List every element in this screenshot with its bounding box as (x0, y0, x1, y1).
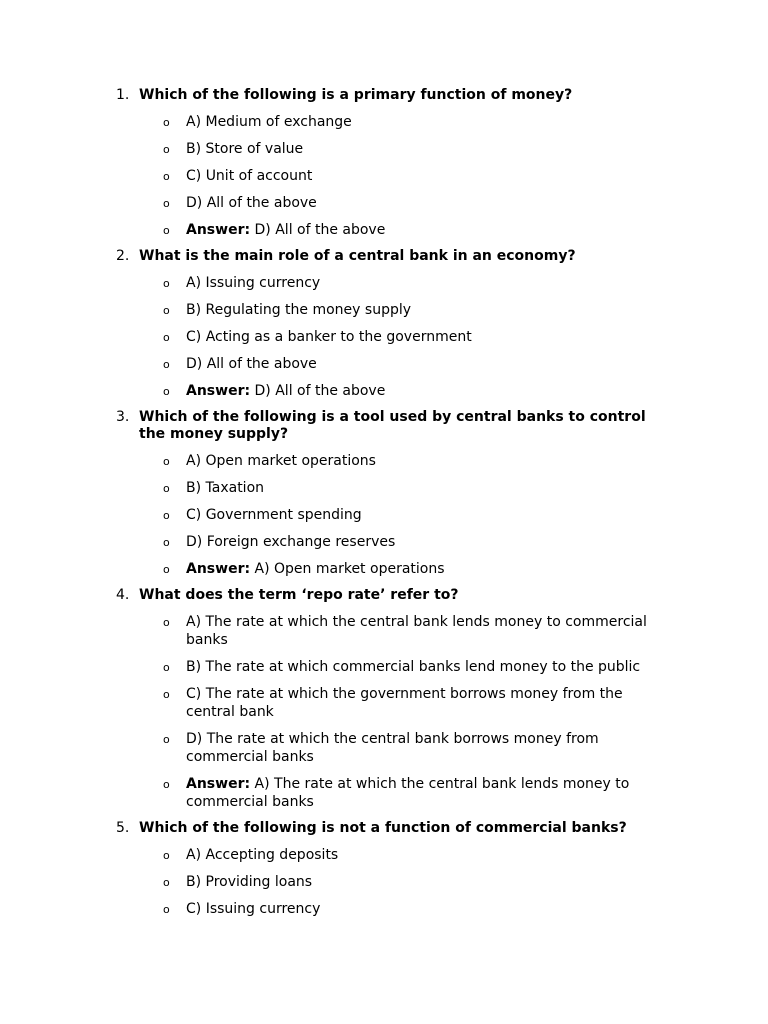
option-item: o D) All of the above (163, 356, 317, 372)
question-text: Which of the following is a primary function of money? (139, 87, 573, 103)
circle-bullet-icon: o (163, 197, 170, 210)
option-list (139, 265, 661, 409)
circle-bullet-icon: o (163, 849, 170, 862)
question-item (116, 587, 661, 820)
question-item (116, 820, 661, 927)
answer-item (139, 382, 661, 400)
option-item: o C) Government spending (163, 507, 362, 523)
circle-bullet-icon: o (163, 143, 170, 156)
question-text: Which of the following is a tool used by central banks to control the money supply? (139, 409, 646, 442)
circle-bullet-icon: o (163, 688, 170, 701)
option-list (139, 443, 661, 587)
option-item: o A) Issuing currency (163, 275, 321, 291)
answer-text: A) The rate at which the central bank lends money to commercial banks (186, 776, 630, 810)
circle-bullet-icon: o (163, 563, 170, 576)
question-number: 4. (116, 587, 130, 603)
circle-bullet-icon: o (163, 116, 170, 129)
question-number: 3. (116, 409, 130, 425)
option-item: o A) The rate at which the central bank lends money to commercial banks (163, 614, 647, 648)
option-item: o B) Providing loans (163, 874, 313, 890)
question-list (116, 87, 661, 927)
circle-bullet-icon: o (163, 304, 170, 317)
option-item: o A) Medium of exchange (163, 114, 352, 130)
option-item: o D) Foreign exchange reserves (163, 534, 396, 550)
circle-bullet-icon: o (163, 733, 170, 746)
circle-bullet-icon: o (163, 903, 170, 916)
circle-bullet-icon: o (163, 277, 170, 290)
option-item: o A) Open market operations (163, 453, 376, 469)
circle-bullet-icon: o (163, 455, 170, 468)
circle-bullet-icon: o (163, 482, 170, 495)
answer-item (139, 221, 661, 239)
circle-bullet-icon: o (163, 224, 170, 237)
question-text: What does the term ‘repo rate’ refer to? (139, 587, 459, 603)
question-item (116, 409, 661, 587)
circle-bullet-icon: o (163, 331, 170, 344)
question-item (116, 248, 661, 409)
answer-item (139, 560, 661, 578)
circle-bullet-icon: o (163, 509, 170, 522)
option-item: o B) The rate at which commercial banks lend money to the public (163, 659, 641, 675)
circle-bullet-icon: o (163, 616, 170, 629)
question-number: 5. (116, 820, 130, 836)
answer-item (139, 775, 661, 811)
question-number: 1. (116, 87, 130, 103)
answer-label: Answer: (186, 222, 251, 238)
circle-bullet-icon: o (163, 170, 170, 183)
option-item: o D) All of the above (163, 195, 317, 211)
option-item: o D) The rate at which the central bank borrows money from commercial banks (163, 731, 599, 765)
answer-text: A) Open market operations (254, 561, 445, 577)
circle-bullet-icon: o (163, 876, 170, 889)
answer-label: Answer: (186, 383, 251, 399)
circle-bullet-icon: o (163, 358, 170, 371)
option-item: o C) Acting as a banker to the government (163, 329, 472, 345)
circle-bullet-icon: o (163, 661, 170, 674)
option-item: o A) Accepting deposits (163, 847, 339, 863)
option-item: o B) Taxation (163, 480, 265, 496)
answer-label: Answer: (186, 776, 251, 792)
question-text: Which of the following is not a function of commercial banks? (139, 820, 627, 836)
option-item: o C) The rate at which the government borrows money from the central bank (163, 686, 623, 720)
option-list (139, 837, 661, 927)
circle-bullet-icon: o (163, 536, 170, 549)
option-item: o B) Regulating the money supply (163, 302, 412, 318)
answer-label: Answer: (186, 561, 251, 577)
question-number: 2. (116, 248, 130, 264)
circle-bullet-icon: o (163, 778, 170, 791)
option-item: o C) Issuing currency (163, 901, 321, 917)
option-list (139, 604, 661, 820)
question-text: What is the main role of a central bank in an economy? (139, 248, 576, 264)
option-list (139, 104, 661, 248)
option-item: o B) Store of value (163, 141, 304, 157)
answer-text: D) All of the above (254, 222, 386, 238)
question-item (116, 87, 661, 248)
circle-bullet-icon: o (163, 385, 170, 398)
answer-text: D) All of the above (254, 383, 386, 399)
option-item: o C) Unit of account (163, 168, 313, 184)
